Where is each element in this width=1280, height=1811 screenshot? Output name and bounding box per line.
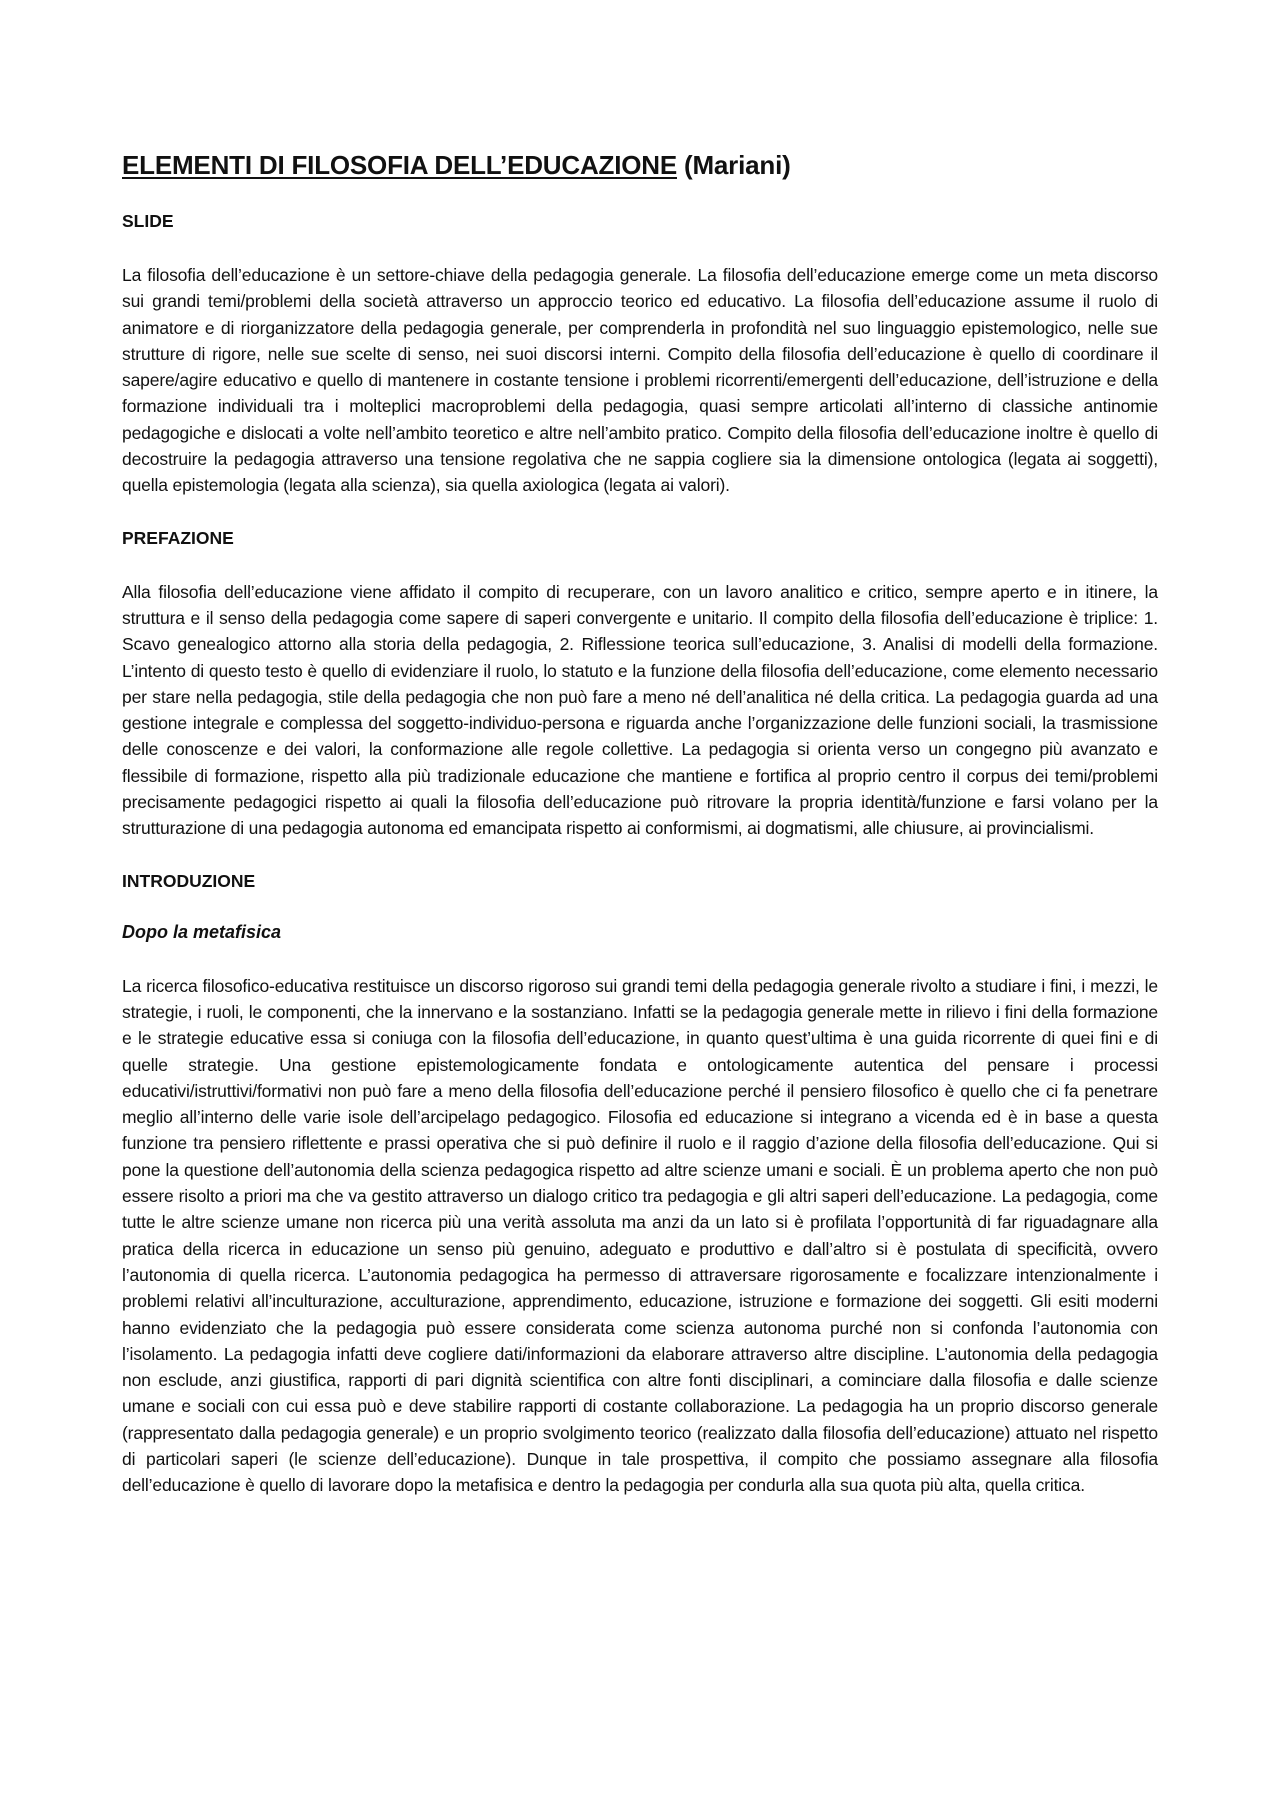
- section-heading-introduzione: INTRODUZIONE: [122, 870, 256, 891]
- document-title-author: (Mariani): [676, 150, 791, 180]
- document-title: [122, 150, 1158, 181]
- section-slide: [122, 211, 1158, 499]
- paragraph-introduzione: La ricerca filosofico-educativa restituisce un discorso rigoroso sui grandi temi della pedagogia generale rivolto a studiare i fini, i mezzi, le strategie, i ruoli, le componenti, che la innervano e la sostanziano. Infatti se la pedagogia generale mette in rilievo i fini della formazione e le strategie educative essa si coniuga con la filosofia dell’educazione, in quanto quest’ultima è una guida ricorrente di quei fini e di quelle strategie. Una gestione epistemologicamente fondata e ontologicamente autentica del pensare i processi educativi/istruttivi/formativi non può fare a meno della filosofia dell’educazione perché il pensiero filosofico è quello che ci fa penetrare meglio all’interno delle varie isole dell’arcipelago pedagogico. Filosofia ed educazione si integrano a vicenda ed è in base a questa funzione tra pensiero riflettente e prassi operativa che si può definire il ruolo e il raggio d’azione della filosofia dell’educazione. Qui si pone la questione dell’autonomia della scienza pedagogica rispetto ad altre scienze umani e sociali. È un problema aperto che non può essere risolto a priori ma che va gestito attraverso un dialogo critico tra pedagogia e gli altri saperi dell’educazione. La pedagogia, come tutte le altre scienze umane non ricerca più una verità assoluta ma anzi da un lato si è profilata l’opportunità di far riguadagnare alla pratica della ricerca in educazione un senso più genuino, adeguato e produttivo e dall’altro si è postulata di specificità, ovvero l’autonomia di quella ricerca. L’autonomia pedagogica ha permesso di attraversare rigorosamente e focalizzare intenzionalmente i problemi relativi all’inculturazione, acculturazione, apprendimento, educazione, istruzione e formazione dei soggetti. Gli esiti moderni hanno evidenziato che la pedagogia può essere considerata come scienza autonoma purché non si confonda l’autonomia con l’isolamento. La pedagogia infatti deve cogliere dati/informazioni da elaborare attraverso altre discipline. L’autonomia della pedagogia non esclude, anzi giustifica, rapporti di pari dignità scientifica con altre fonti disciplinari, a cominciare dalla filosofia e dalle scienze umane e sociali con cui essa può e deve stabilire rapporti di costante collaborazione. La pedagogia ha un proprio discorso generale (rappresentato dalla pedagogia generale) e un proprio svolgimento teorico (realizzato dalla filosofia dell’educazione) attuato nel rispetto di particolari saperi (le scienze dell’educazione). Dunque in tale prospettiva, il compito che possiamo assegnare alla filosofia dell’educazione è quello di lavorare dopo la metafisica e dentro la pedagogia per condurla alla sua quota più alta, quella critica.: [122, 975, 1158, 1496]
- section-heading-prefazione: PREFAZIONE: [122, 527, 234, 548]
- section-introduzione: [122, 871, 1158, 1499]
- subheading-dopo-la-metafisica: Dopo la metafisica: [122, 921, 282, 942]
- section-heading-slide: SLIDE: [122, 211, 174, 231]
- section-prefazione: [122, 528, 1158, 842]
- paragraph-slide: La filosofia dell’educazione è un settore-chiave della pedagogia generale. La filosofia dell’educazione emerge come un meta discorso sui grandi temi/problemi della società attraverso un approccio teorico ed educativo. La filosofia dell’educazione assume il ruolo di animatore e di riorganizzatore della pedagogia generale, per comprenderla in profondità nel suo linguaggio epistemologico, nelle sue strutture di rigore, nelle sue scelte di senso, nei suoi discorsi interni. Compito della filosofia dell’educazione è quello di coordinare il sapere/agire educativo e quello di mantenere in costante tensione i problemi ricorrenti/emergenti dell’educazione, dell’istruzione e della formazione individuali tra i molteplici macroproblemi della pedagogia, quasi sempre articolati all’interno di classiche antinomie pedagogiche e dislocati a volte nell’ambito teoretico e altre nell’ambito pratico. Compito della filosofia dell’educazione inoltre è quello di decostruire la pedagogia attraverso una tensione regolativa che ne sappia cogliere sia la dimensione ontologica (legata ai soggetti), quella epistemologia (legata alla scienza), sia quella axiologica (legata ai valori).: [122, 265, 1158, 496]
- document-page: [122, 150, 1158, 1528]
- paragraph-prefazione: Alla filosofia dell’educazione viene affidato il compito di recuperare, con un lavoro analitico e critico, sempre aperto e in itinere, la struttura e il senso della pedagogia come sapere di saperi convergente e unitario. Il compito della filosofia dell’educazione è triplice: 1. Scavo genealogico attorno alla storia della pedagogia, 2. Riflessione teorica sull’educazione, 3. Analisi di modelli della formazione. L’intento di questo testo è quello di evidenziare il ruolo, lo statuto e la funzione della filosofia dell’educazione, come elemento necessario per stare nella pedagogia, stile della pedagogia che non può fare a meno né dell’analitica né della critica. La pedagogia guarda ad una gestione integrale e complessa del soggetto-individuo-persona e riguarda anche l’organizzazione delle funzioni sociali, la trasmissione delle conoscenze e dei valori, la conformazione alle regole collettive. La pedagogia si orienta verso un congegno più avanzato e flessibile di formazione, rispetto alla più tradizionale educazione che mantiene e fortifica al proprio centro il corpus dei temi/problemi precisamente pedagogici rispetto ai quali la filosofia dell’educazione può ritrovare la propria identità/funzione e farsi volano per la strutturazione di una pedagogia autonoma ed emancipata rispetto ai conformismi, ai dogmatismi, alle chiusure, ai provincialismi.: [122, 581, 1158, 839]
- document-title-main: ELEMENTI DI FILOSOFIA DELL’EDUCAZIONE: [122, 150, 677, 180]
